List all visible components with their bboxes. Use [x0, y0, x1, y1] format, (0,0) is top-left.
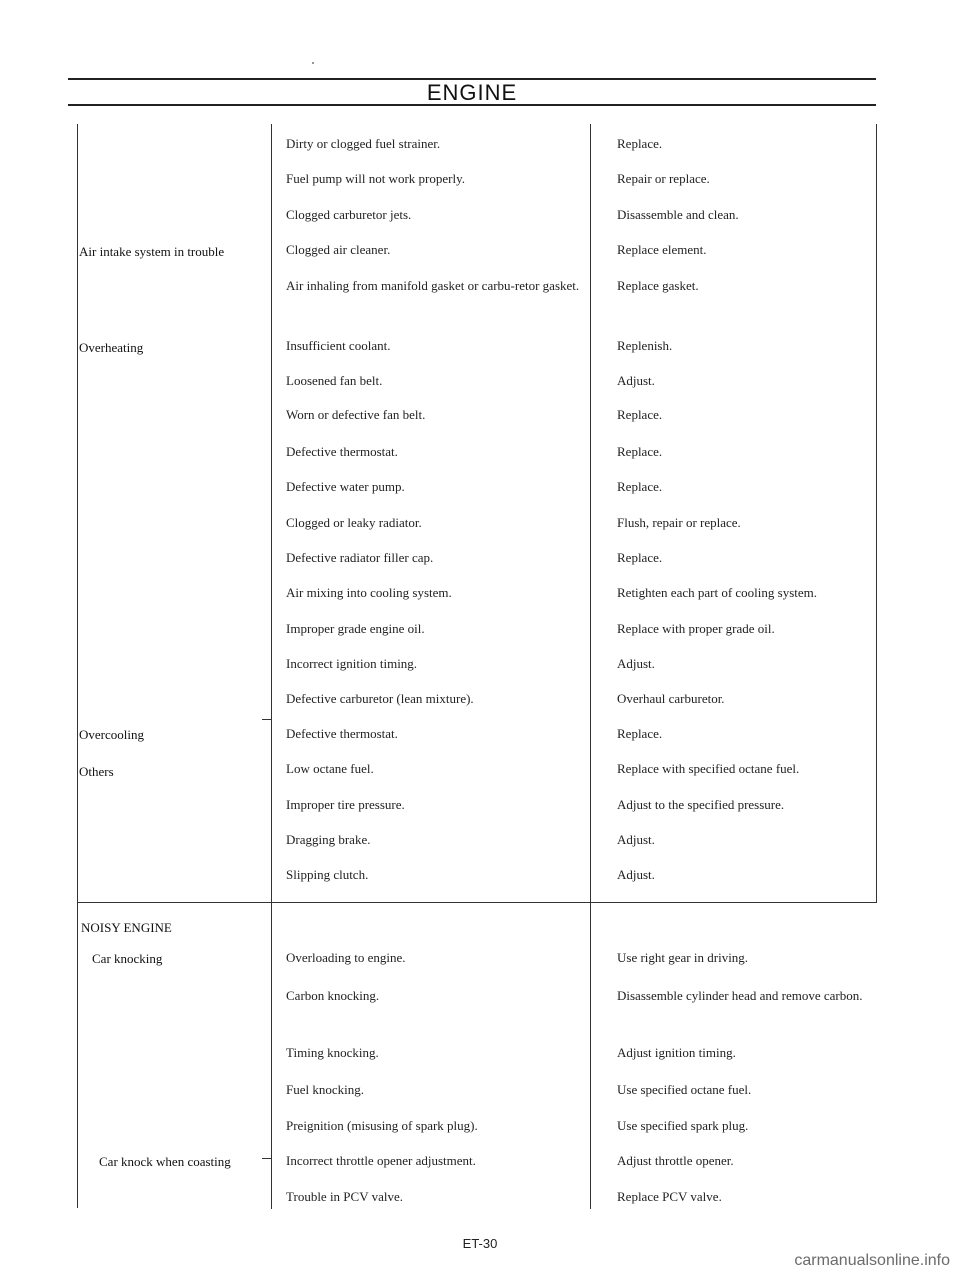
table-right-rule — [876, 124, 877, 902]
remedy-cell: Adjust ignition timing. — [617, 1045, 736, 1060]
cause-cell: Defective thermostat. — [286, 444, 398, 459]
cause-cell: Air inhaling from manifold gasket or carbu-retor gasket. — [286, 278, 580, 293]
cause-cell: Timing knocking. — [286, 1045, 379, 1060]
category-others: Others — [79, 764, 114, 779]
cause-cell: Overloading to engine. — [286, 950, 406, 965]
cause-cell: Dragging brake. — [286, 832, 371, 847]
cause-cell: Preignition (misusing of spark plug). — [286, 1118, 478, 1133]
remedy-cell: Replace PCV valve. — [617, 1189, 722, 1204]
table-left-rule-lower — [77, 902, 78, 1208]
cause-cell: Carbon knocking. — [286, 988, 380, 1003]
remedy-cell: Replace gasket. — [617, 278, 699, 293]
remedy-cell: Replace. — [617, 479, 663, 494]
section-header — [68, 78, 876, 106]
remedy-cell: Disassemble cylinder head and remove carbon. — [617, 988, 863, 1003]
category-car-knocking: Car knocking — [92, 951, 163, 966]
remedy-cell: Adjust. — [617, 867, 655, 882]
remedy-cell: Use specified spark plug. — [617, 1118, 749, 1133]
scan-speck — [312, 62, 314, 64]
remedy-cell: Replace. — [617, 407, 663, 422]
remedy-cell: Replace. — [617, 550, 663, 565]
remedy-cell: Disassemble and clean. — [617, 207, 739, 222]
overcooling-tick — [262, 719, 271, 720]
remedy-cell: Adjust to the specified pressure. — [617, 797, 785, 812]
cause-cell: Improper grade engine oil. — [286, 621, 425, 636]
remedy-cell: Replenish. — [617, 338, 673, 353]
remedy-cell: Adjust. — [617, 832, 655, 847]
cause-cell: Incorrect throttle opener adjustment. — [286, 1153, 476, 1168]
cause-cell: Dirty or clogged fuel strainer. — [286, 136, 441, 151]
header-rule-bottom — [68, 104, 876, 106]
remedy-cell: Adjust throttle opener. — [617, 1153, 734, 1168]
remedy-cell: Replace element. — [617, 242, 707, 257]
cause-cell: Loosened fan belt. — [286, 373, 383, 388]
cause-cell: Worn or defective fan belt. — [286, 407, 426, 422]
cause-cell: Defective carburetor (lean mixture). — [286, 691, 474, 706]
category-overheating: Overheating — [79, 340, 144, 355]
cause-cell: Slipping clutch. — [286, 867, 369, 882]
cause-cell: Trouble in PCV valve. — [286, 1189, 404, 1204]
remedy-cell: Replace. — [617, 444, 663, 459]
cause-cell: Fuel knocking. — [286, 1082, 364, 1097]
remedy-cell: Replace. — [617, 136, 663, 151]
cause-cell: Defective thermostat. — [286, 726, 398, 741]
remedy-cell: Replace with proper grade oil. — [617, 621, 775, 636]
cause-cell: Defective radiator filler cap. — [286, 550, 434, 565]
cause-cell: Incorrect ignition timing. — [286, 656, 418, 671]
cause-cell: Clogged air cleaner. — [286, 242, 391, 257]
category-air-intake: Air intake system in trouble — [79, 244, 225, 259]
remedy-cell: Use specified octane fuel. — [617, 1082, 752, 1097]
category-cause-divider — [271, 124, 272, 1209]
cause-cell: Insufficient coolant. — [286, 338, 391, 353]
remedy-cell: Retighten each part of cooling system. — [617, 585, 818, 600]
remedy-cell: Repair or replace. — [617, 171, 710, 186]
table-left-rule — [77, 124, 78, 902]
watermark: carmanualsonline.info — [794, 1252, 950, 1269]
category-noisy-engine: NOISY ENGINE — [81, 920, 172, 935]
remedy-cell: Flush, repair or replace. — [617, 515, 741, 530]
remedy-cell: Replace. — [617, 726, 663, 741]
remedy-cell: Adjust. — [617, 656, 655, 671]
section-divider-rule — [77, 902, 877, 903]
cause-cell: Improper tire pressure. — [286, 797, 405, 812]
remedy-cell: Replace with specified octane fuel. — [617, 761, 800, 776]
category-car-knock-coasting: Car knock when coasting — [99, 1154, 231, 1169]
category-overcooling: Overcooling — [79, 727, 144, 742]
section-title: ENGINE — [426, 80, 518, 105]
cause-cell: Clogged carburetor jets. — [286, 207, 412, 222]
cause-cell: Low octane fuel. — [286, 761, 374, 776]
cause-remedy-divider — [590, 124, 591, 1209]
cause-cell: Air mixing into cooling system. — [286, 585, 452, 600]
page-number: ET-30 — [462, 1236, 498, 1251]
cause-cell: Defective water pump. — [286, 479, 405, 494]
cause-cell: Clogged or leaky radiator. — [286, 515, 422, 530]
remedy-cell: Use right gear in driving. — [617, 950, 749, 965]
coasting-tick — [262, 1158, 271, 1159]
remedy-cell: Adjust. — [617, 373, 655, 388]
cause-cell: Fuel pump will not work properly. — [286, 171, 465, 186]
remedy-cell: Overhaul carburetor. — [617, 691, 725, 706]
